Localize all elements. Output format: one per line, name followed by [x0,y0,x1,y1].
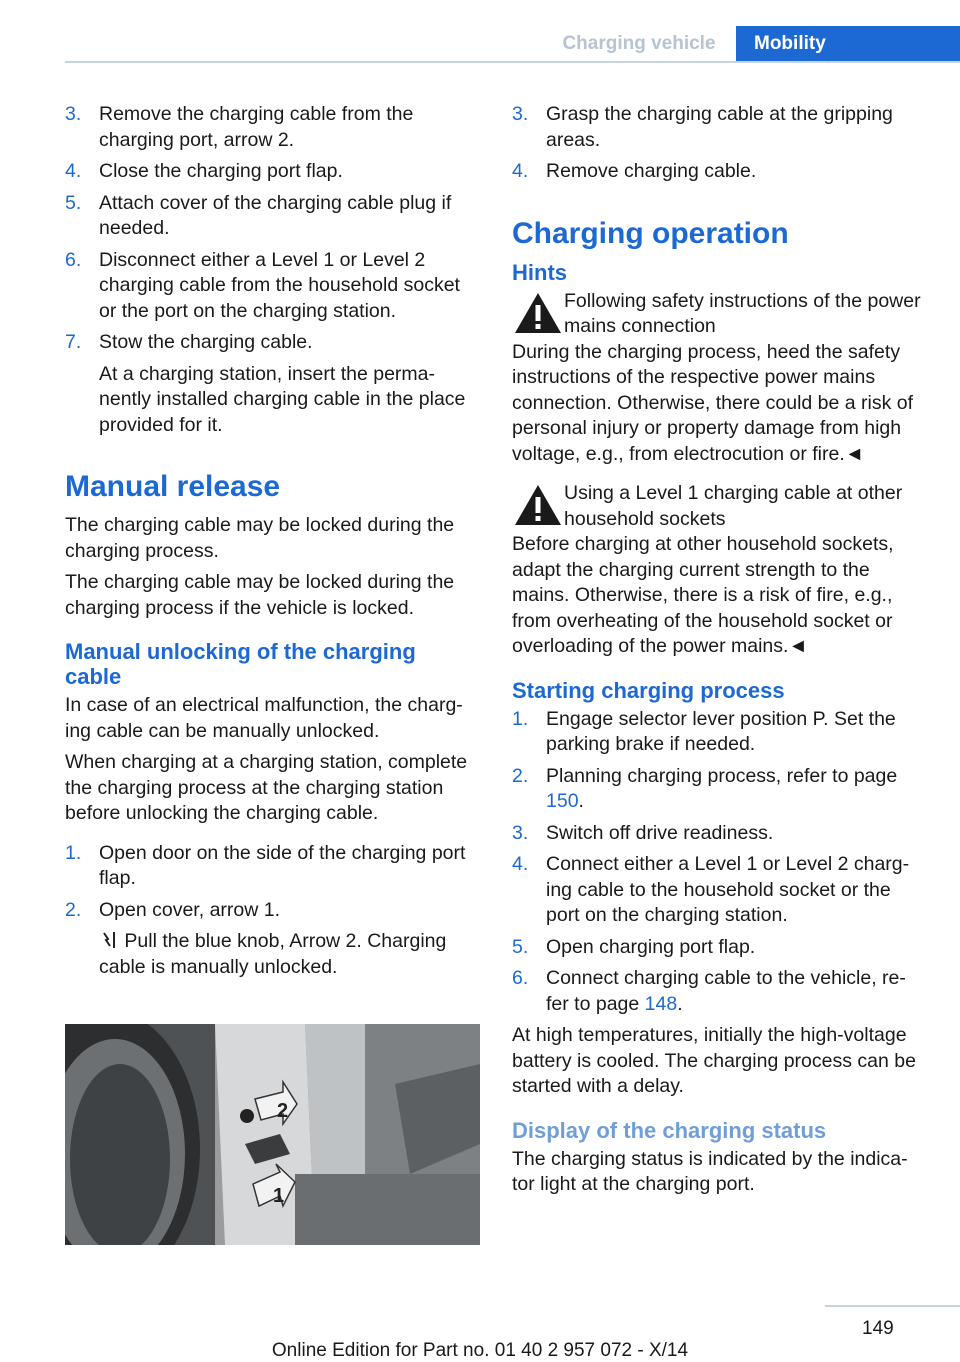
step-text: Attach cover of the charging cable plug if needed. [99,191,452,239]
list-item [65,330,477,438]
page-number: 149 [862,1318,894,1339]
manual-release-heading: Manual release [65,470,281,503]
step-number: 3. [512,103,529,125]
step-number: 6. [512,967,529,989]
step-text: Planning charging process, refer to page [546,764,898,787]
photo-illustration [65,1024,480,1245]
warning-body-1: During the charging process, heed the safety instructions of the respective power mains connection. Otherwise, there could be a risk of personal injury or property damage from high voltage, e.g., from electrocution or fire.◄ [512,340,914,465]
page-reference-link[interactable]: 150 [546,790,579,812]
warning-triangle-icon [512,481,564,531]
emergency-release-icon [99,930,119,950]
list-item [512,966,928,1017]
list-item [512,764,928,815]
list-item [65,898,477,981]
step-text-end: . [677,992,683,1015]
arrow-label-1: 1 [273,1185,285,1207]
step-text: Disconnect either a Level 1 or Level 2 charging cable from the household socket or the port on the charging station. [99,248,460,322]
step-number: 5. [512,935,529,958]
step-text: Connect charging cable to the vehicle, re‐fer to page [546,967,906,1015]
temperature-note: At high temperatures, initially the high-voltage battery is cooled. The charging process can be started with a delay. [512,1024,916,1097]
step-number: 4. [512,160,529,182]
hints-heading: Hints [512,259,567,285]
warning-body-2: Before charging at other household sockets, adapt the charging current strength to the mains. Otherwise, there is a risk of fire, e.g., from overheating of the household socket or overloading of the power mains.◄ [512,533,894,657]
step-number: 4. [65,160,82,182]
list-item [512,707,928,758]
page-reference-link[interactable]: 148 [644,992,678,1015]
left-column [65,102,477,986]
manual-unlocking-steps [65,841,477,981]
step-text: Open door on the side of the charging port flap. [99,841,466,889]
list-item [65,248,477,325]
list-item [65,102,477,153]
display-status-paragraph: The charging status is indicated by the indica‐tor light at the charging port. [512,1147,908,1195]
right-steps-top [512,102,928,185]
step-text: Stow the charging cable. [99,331,313,353]
list-item [512,821,928,847]
warning-triangle-icon [512,289,564,339]
step-number: 1. [512,707,529,730]
step-text-with-link [546,764,928,815]
manual-unlocking-paragraph-2: When charging at a charging station, complete the charging process at the charging station before unlocking the charging cable. [65,751,468,824]
starting-charging-heading: Starting charging process [512,677,785,703]
warning-title-1: Following safety instructions of the power mains connection [564,289,921,337]
charging-port-photo [65,1024,480,1245]
step-number: 1. [65,841,82,864]
list-item [65,191,477,242]
header-section-title: Charging vehicle [562,33,716,54]
warning-title-2: Using a Level 1 charging cable at other household sockets [564,482,903,530]
step-number: 7. [65,331,82,353]
list-item [65,841,477,892]
step-number: 6. [65,248,82,271]
step-number: 2. [65,898,82,921]
edition-line: Online Edition for Part no. 01 40 2 957 072 - X/14 [271,1340,689,1361]
left-steps-top [65,102,477,438]
arrow-label-2: 2 [277,1100,289,1122]
charging-operation-heading: Charging operation [512,216,789,250]
step-text: Switch off drive readiness. [546,821,774,844]
manual-release-paragraph-1: The charging cable may be locked during the charging process. [65,514,455,562]
header-rule [65,61,960,63]
step-text-end: . [578,790,584,812]
step-text: Close the charging port flap. [99,160,343,182]
warning-block-2 [512,481,928,532]
step-text: Connect either a Level 1 or Level 2 charg‐ing cable to the household socket or the port on the charging station. [546,853,910,926]
step-text: Grasp the charging cable at the gripping areas. [546,103,893,151]
display-status-heading: Display of the charging status [512,1117,827,1143]
manual-unlocking-heading: Manual unlocking of the charging cable [65,639,416,689]
manual-release-paragraph-2: The charging cable may be locked during the charging process if the vehicle is locked. [65,571,455,619]
footer-rule [825,1305,960,1307]
step-number: 3. [512,821,529,844]
manual-unlocking-paragraph-1: In case of an electrical malfunction, the charg‐ing cable can be manually unlocked. [65,694,463,742]
step-number: 2. [512,764,529,787]
step-text: Engage selector lever position P. Set the parking brake if needed. [546,707,896,755]
step-number: 4. [512,853,529,875]
step-number: 5. [65,191,82,214]
list-item [512,852,928,929]
list-item [512,159,928,185]
step-text: Open cover, arrow 1. [99,898,281,921]
list-item [512,935,928,961]
step-subtext: Pull the blue knob, Arrow 2. Charging cable is manually unlocked. [99,930,447,978]
header-chapter-tab: Mobility [736,26,960,61]
list-item [512,102,928,153]
warning-block-1 [512,289,928,340]
step-text: Remove the charging cable from the charging port, arrow 2. [99,103,414,151]
list-item [65,159,477,185]
step-text-with-link [546,966,928,1017]
step-subtext: At a charging station, insert the perma‐nently installed charging cable in the place provided for it. [99,362,466,436]
step-text: Remove charging cable. [546,160,757,182]
right-column [512,102,928,1204]
step-subtext-row [99,929,477,980]
step-text: Open charging port flap. [546,935,756,958]
step-number: 3. [65,103,82,125]
starting-charging-steps [512,707,928,1018]
